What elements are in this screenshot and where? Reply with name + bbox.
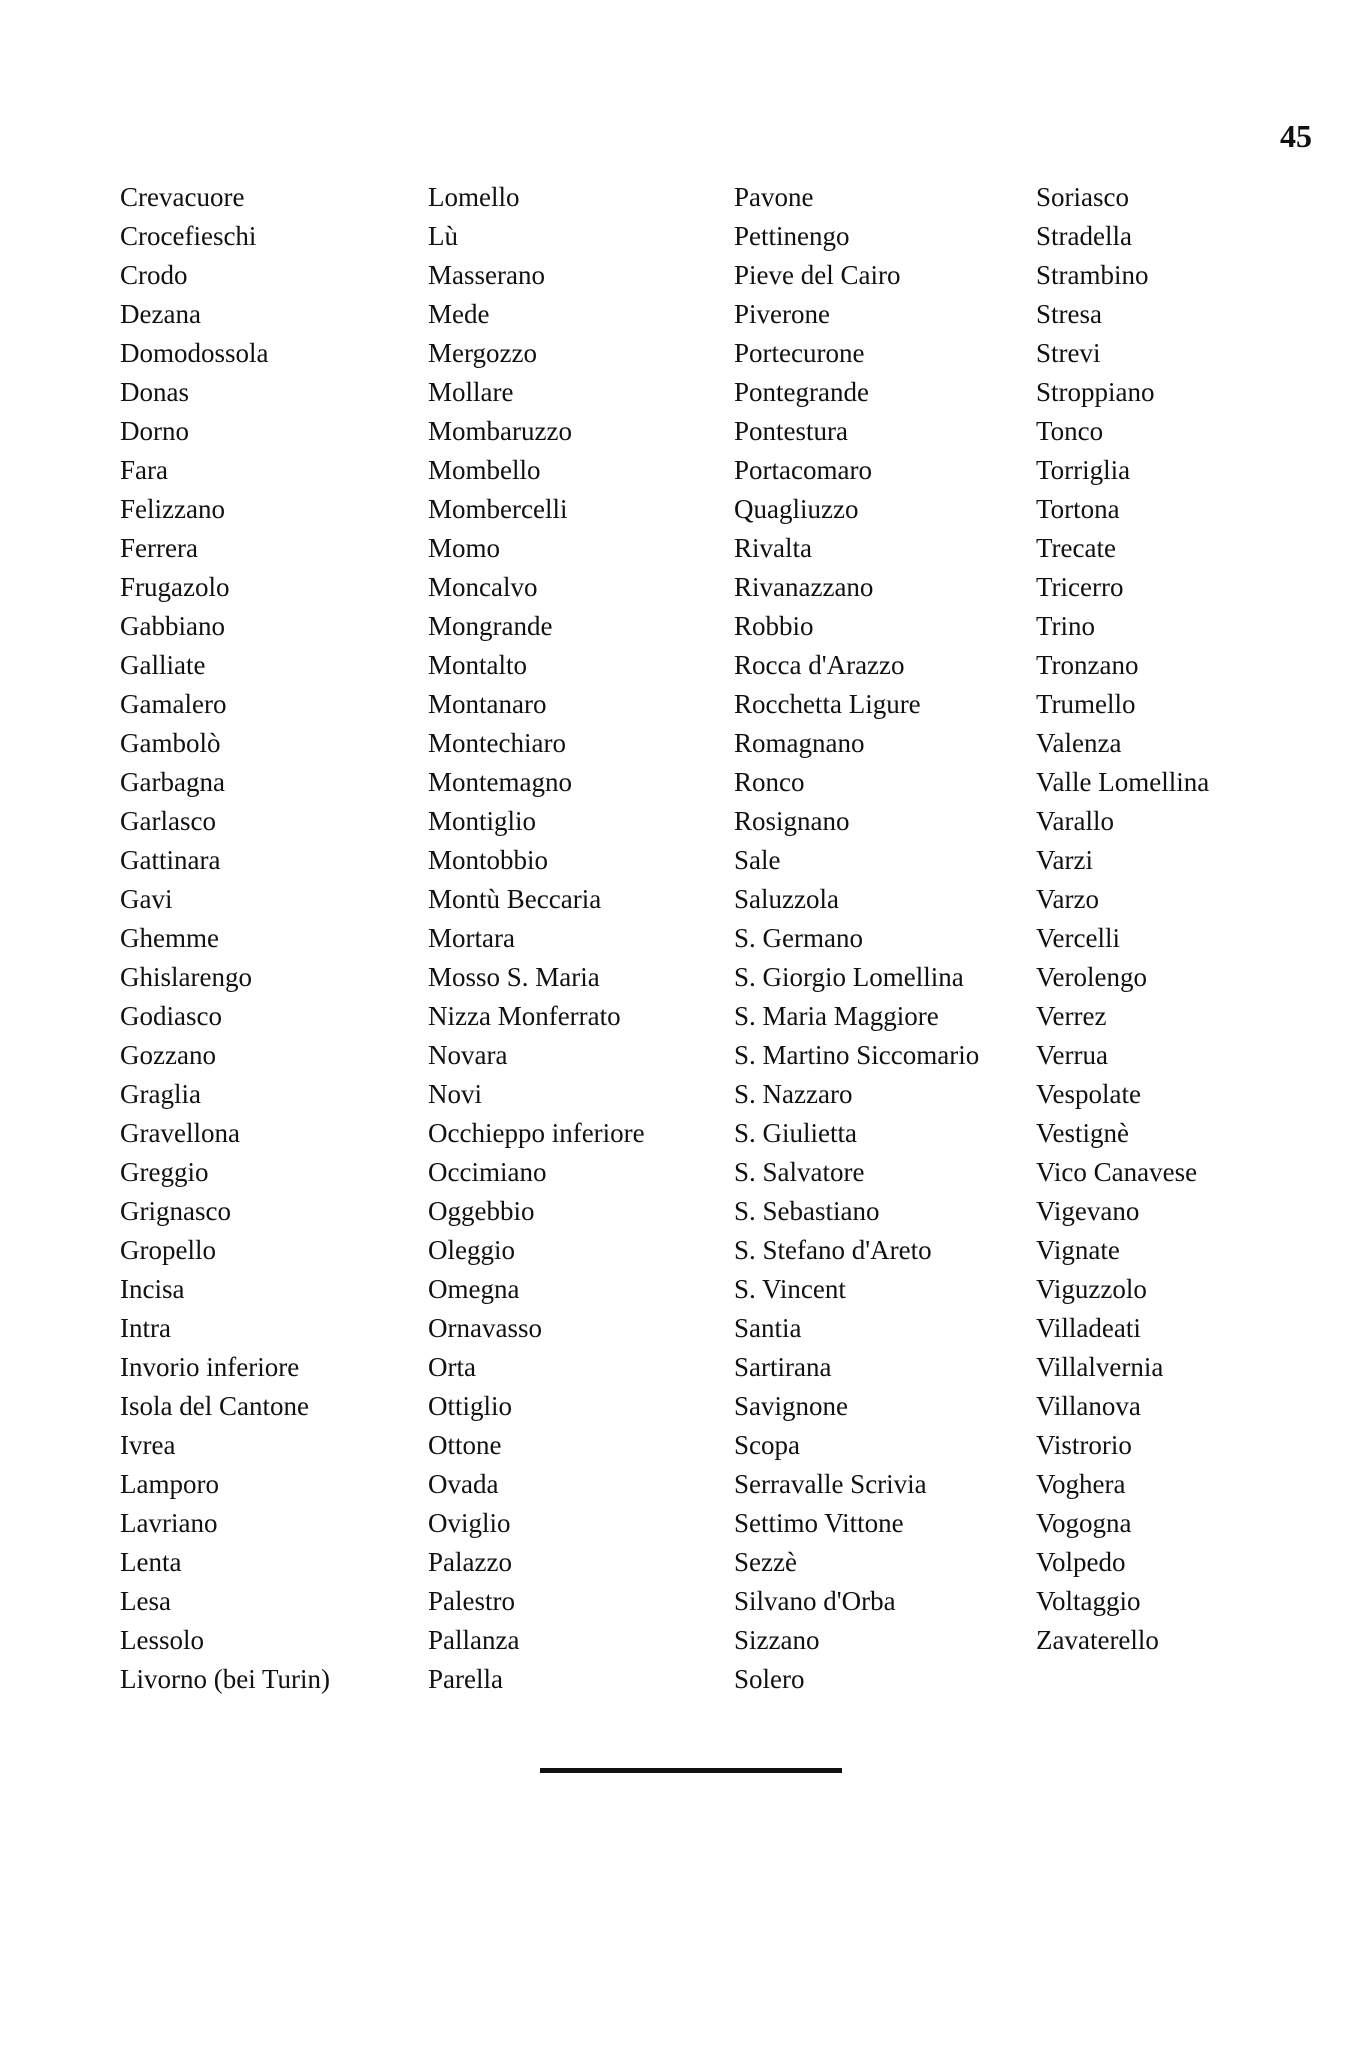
place-name: Mombello bbox=[428, 455, 541, 485]
place-name: Pieve del Cairo bbox=[734, 260, 901, 290]
place-name: Gambolò bbox=[120, 728, 221, 758]
place-name: Varallo bbox=[1036, 806, 1114, 836]
place-name: Sartirana bbox=[734, 1352, 832, 1382]
place-name: Pallanza bbox=[428, 1625, 520, 1655]
place-name: Lù bbox=[428, 221, 458, 251]
place-name: Mongrande bbox=[428, 611, 553, 641]
place-name: Vico Canavese bbox=[1036, 1157, 1198, 1187]
place-name: Stradella bbox=[1036, 221, 1132, 251]
place-name: Voltaggio bbox=[1036, 1586, 1141, 1616]
place-name: S. Stefano d'Areto bbox=[734, 1235, 932, 1265]
place-name: Ottone bbox=[428, 1430, 502, 1460]
place-name: Fara bbox=[120, 455, 168, 485]
place-name: Parella bbox=[428, 1664, 503, 1694]
place-name: Vignate bbox=[1036, 1235, 1120, 1265]
place-name: Quagliuzzo bbox=[734, 494, 859, 524]
place-name: Piverone bbox=[734, 299, 830, 329]
place-name: S. Giorgio Lomellina bbox=[734, 962, 964, 992]
place-name: Strevi bbox=[1036, 338, 1101, 368]
place-name: Santia bbox=[734, 1313, 802, 1343]
place-name: Isola del Cantone bbox=[120, 1391, 309, 1421]
place-name: Valle Lomellina bbox=[1036, 767, 1210, 797]
place-name: Galliate bbox=[120, 650, 206, 680]
closing-rule-divider bbox=[540, 1768, 842, 1773]
place-name: Mergozzo bbox=[428, 338, 537, 368]
place-name-column-3 bbox=[734, 178, 979, 1699]
place-name: Valenza bbox=[1036, 728, 1122, 758]
place-name: Vistrorio bbox=[1036, 1430, 1132, 1460]
place-name: Lavriano bbox=[120, 1508, 218, 1538]
place-name: Trecate bbox=[1036, 533, 1116, 563]
place-name: Tricerro bbox=[1036, 572, 1124, 602]
place-name: Strambino bbox=[1036, 260, 1149, 290]
place-name: Lesa bbox=[120, 1586, 171, 1616]
page-number: 45 bbox=[1280, 118, 1312, 154]
place-name: Lenta bbox=[120, 1547, 182, 1577]
place-name: Lamporo bbox=[120, 1469, 219, 1499]
place-name: Montobbio bbox=[428, 845, 549, 875]
place-name: Ghemme bbox=[120, 923, 219, 953]
place-name: Mombaruzzo bbox=[428, 416, 572, 446]
place-name: Stresa bbox=[1036, 299, 1102, 329]
place-name: Ronco bbox=[734, 767, 805, 797]
place-name: Oviglio bbox=[428, 1508, 511, 1538]
place-name: Villanova bbox=[1036, 1391, 1141, 1421]
place-name: Settimo Vittone bbox=[734, 1508, 904, 1538]
place-name-column-2 bbox=[428, 178, 645, 1699]
place-name: Dezana bbox=[120, 299, 201, 329]
place-name: S. Martino Siccomario bbox=[734, 1040, 980, 1070]
place-name: Pontestura bbox=[734, 416, 848, 446]
place-name: Tonco bbox=[1036, 416, 1104, 446]
place-name: Sizzano bbox=[734, 1625, 820, 1655]
place-name: Crocefieschi bbox=[120, 221, 257, 251]
place-name: Gamalero bbox=[120, 689, 227, 719]
place-name: Ornavasso bbox=[428, 1313, 542, 1343]
place-name: Orta bbox=[428, 1352, 476, 1382]
place-name: Rocchetta Ligure bbox=[734, 689, 921, 719]
place-name: Crodo bbox=[120, 260, 188, 290]
place-name: Nizza Monferrato bbox=[428, 1001, 621, 1031]
place-name: Portecurone bbox=[734, 338, 865, 368]
place-name: Mortara bbox=[428, 923, 515, 953]
place-name: Godiasco bbox=[120, 1001, 222, 1031]
place-name: S. Giulietta bbox=[734, 1118, 857, 1148]
place-name: Montù Beccaria bbox=[428, 884, 602, 914]
place-name: Graglia bbox=[120, 1079, 201, 1109]
place-name: Intra bbox=[120, 1313, 171, 1343]
place-name: Masserano bbox=[428, 260, 545, 290]
place-name: Villalvernia bbox=[1036, 1352, 1164, 1382]
place-name: Voghera bbox=[1036, 1469, 1126, 1499]
place-name: Volpedo bbox=[1036, 1547, 1126, 1577]
place-name: Ferrera bbox=[120, 533, 198, 563]
place-name: S. Germano bbox=[734, 923, 863, 953]
place-name: Ghislarengo bbox=[120, 962, 252, 992]
place-name: Domodossola bbox=[120, 338, 269, 368]
place-name: Oleggio bbox=[428, 1235, 515, 1265]
place-name: Gavi bbox=[120, 884, 173, 914]
place-name: Grignasco bbox=[120, 1196, 231, 1226]
place-name: S. Maria Maggiore bbox=[734, 1001, 939, 1031]
place-name: Trumello bbox=[1036, 689, 1136, 719]
place-name: Sale bbox=[734, 845, 781, 875]
place-name: Tortona bbox=[1036, 494, 1120, 524]
place-name: Sezzè bbox=[734, 1547, 797, 1577]
place-name: Montechiaro bbox=[428, 728, 566, 758]
place-name: Gattinara bbox=[120, 845, 221, 875]
place-name: Silvano d'Orba bbox=[734, 1586, 896, 1616]
place-name: Varzo bbox=[1036, 884, 1099, 914]
place-name: Robbio bbox=[734, 611, 814, 641]
place-name: Lomello bbox=[428, 182, 520, 212]
place-name: Vigevano bbox=[1036, 1196, 1140, 1226]
place-name: S. Sebastiano bbox=[734, 1196, 880, 1226]
place-name: Rivanazzano bbox=[734, 572, 874, 602]
place-name: Gropello bbox=[120, 1235, 216, 1265]
place-name: Pettinengo bbox=[734, 221, 850, 251]
place-name: Garlasco bbox=[120, 806, 216, 836]
place-name: Ottiglio bbox=[428, 1391, 513, 1421]
place-name: Garbagna bbox=[120, 767, 225, 797]
place-name: Frugazolo bbox=[120, 572, 230, 602]
place-name: Zavaterello bbox=[1036, 1625, 1159, 1655]
place-name: Varzi bbox=[1036, 845, 1093, 875]
place-name: Incisa bbox=[120, 1274, 185, 1304]
place-name: Tronzano bbox=[1036, 650, 1139, 680]
place-name: Novi bbox=[428, 1079, 482, 1109]
place-name: Vespolate bbox=[1036, 1079, 1141, 1109]
place-name: Torriglia bbox=[1036, 455, 1131, 485]
place-name: Livorno (bei Turin) bbox=[120, 1664, 331, 1694]
place-name: Stroppiano bbox=[1036, 377, 1155, 407]
place-name: Pavone bbox=[734, 182, 814, 212]
place-name: Invorio inferiore bbox=[120, 1352, 300, 1382]
place-name: Savignone bbox=[734, 1391, 848, 1421]
place-name-column-1 bbox=[120, 178, 330, 1699]
place-name: Montiglio bbox=[428, 806, 537, 836]
place-name: Scopa bbox=[734, 1430, 800, 1460]
place-name: Gravellona bbox=[120, 1118, 240, 1148]
place-name: S. Vincent bbox=[734, 1274, 846, 1304]
place-name: Vercelli bbox=[1036, 923, 1120, 953]
place-name: S. Salvatore bbox=[734, 1157, 865, 1187]
place-name: Omegna bbox=[428, 1274, 520, 1304]
place-name: Crevacuore bbox=[120, 182, 245, 212]
place-name: Ovada bbox=[428, 1469, 499, 1499]
place-name: Novara bbox=[428, 1040, 508, 1070]
place-name: Mede bbox=[428, 299, 490, 329]
place-name: Vestignè bbox=[1036, 1118, 1129, 1148]
place-name: Solero bbox=[734, 1664, 805, 1694]
place-name: Oggebbio bbox=[428, 1196, 535, 1226]
place-name: Greggio bbox=[120, 1157, 209, 1187]
place-name: Palazzo bbox=[428, 1547, 512, 1577]
place-name: Vogogna bbox=[1036, 1508, 1132, 1538]
place-name: Occimiano bbox=[428, 1157, 547, 1187]
place-name: Romagnano bbox=[734, 728, 865, 758]
place-name: Villadeati bbox=[1036, 1313, 1141, 1343]
place-name: Montemagno bbox=[428, 767, 572, 797]
place-name: Serravalle Scrivia bbox=[734, 1469, 927, 1499]
place-name: Gozzano bbox=[120, 1040, 216, 1070]
place-name: Gabbiano bbox=[120, 611, 225, 641]
place-name: Mosso S. Maria bbox=[428, 962, 600, 992]
place-name: Montanaro bbox=[428, 689, 547, 719]
place-name: Verolengo bbox=[1036, 962, 1147, 992]
place-name: S. Nazzaro bbox=[734, 1079, 853, 1109]
place-name: Portacomaro bbox=[734, 455, 872, 485]
place-name: Dorno bbox=[120, 416, 189, 446]
place-name: Occhieppo inferiore bbox=[428, 1118, 645, 1148]
place-name: Soriasco bbox=[1036, 182, 1129, 212]
place-name: Viguzzolo bbox=[1036, 1274, 1147, 1304]
place-name: Donas bbox=[120, 377, 189, 407]
place-name: Montalto bbox=[428, 650, 527, 680]
place-name: Saluzzola bbox=[734, 884, 839, 914]
place-name: Lessolo bbox=[120, 1625, 204, 1655]
place-name: Mombercelli bbox=[428, 494, 568, 524]
place-name: Trino bbox=[1036, 611, 1096, 641]
place-name: Mollare bbox=[428, 377, 514, 407]
place-name: Moncalvo bbox=[428, 572, 538, 602]
place-name: Verrez bbox=[1036, 1001, 1107, 1031]
place-name: Felizzano bbox=[120, 494, 225, 524]
place-name: Palestro bbox=[428, 1586, 515, 1616]
place-name: Rocca d'Arazzo bbox=[734, 650, 905, 680]
place-name: Rivalta bbox=[734, 533, 812, 563]
place-name-column-4 bbox=[1036, 178, 1209, 1660]
place-name: Pontegrande bbox=[734, 377, 869, 407]
place-name: Momo bbox=[428, 533, 501, 563]
place-name: Verrua bbox=[1036, 1040, 1108, 1070]
place-name: Ivrea bbox=[120, 1430, 176, 1460]
place-name: Rosignano bbox=[734, 806, 850, 836]
